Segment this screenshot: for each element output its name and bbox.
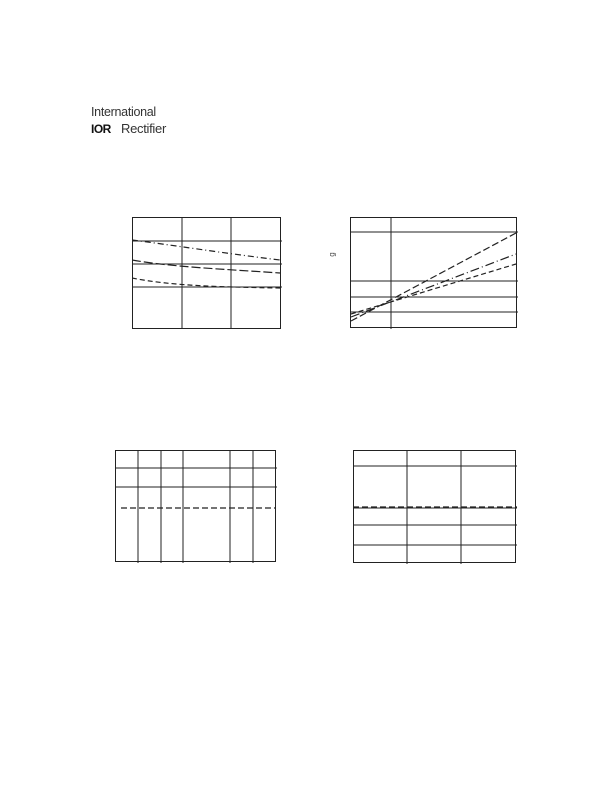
figure-2-curve-steep xyxy=(351,233,516,321)
figure-1-plot xyxy=(132,217,282,329)
figure-4-graph xyxy=(353,450,517,564)
figure-4-plot xyxy=(353,450,517,564)
ior-logo-mark: IOR xyxy=(91,122,111,136)
figure-1-curve-upper xyxy=(132,240,280,260)
figure-2-curve-middle xyxy=(351,254,516,317)
figure-2-plot xyxy=(350,217,518,329)
figure-2-frame xyxy=(350,217,518,329)
figure-3-plot xyxy=(115,450,277,563)
figure-1-frame xyxy=(132,217,282,329)
figure-3-frame xyxy=(115,450,277,563)
logo-text-rectifier: Rectifier xyxy=(121,121,166,136)
figure-3-border xyxy=(116,451,276,562)
company-logo xyxy=(91,105,181,141)
figure-3-graph xyxy=(115,450,277,563)
figure-2-border xyxy=(351,218,517,328)
logo-text-international: International xyxy=(91,105,156,119)
figure-2-curve-shallow xyxy=(351,264,516,314)
figure-1-border xyxy=(133,218,281,329)
figure-2-axis-label: g xyxy=(327,252,337,257)
figure-2-graph xyxy=(350,217,518,329)
figure-1-graph xyxy=(132,217,282,329)
figure-1-curve-middle xyxy=(132,260,280,273)
